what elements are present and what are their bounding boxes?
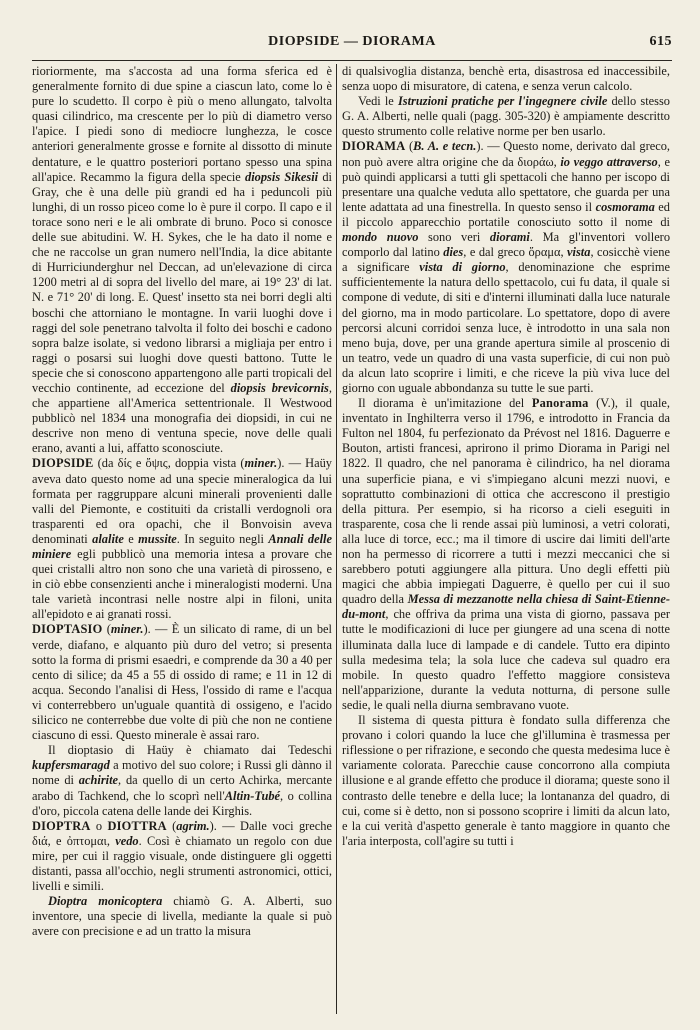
paragraph xyxy=(342,396,670,713)
emphasized-text: Messa di mezzanotte nella chiesa di Saint-Etienne-du-mont xyxy=(342,592,670,622)
text-run: Il sistema di questa pittura è fondato sulla differenza che provano i colori quando la luce che gl'illumina è trasmessa per riflessione o per rifrazione, e secondo che questa medesima luce è variamente colorata. Parecchie cause concorrono alla compiuta illusione e al grande effetto che produce il diorama; queste sono il contrasto delle tenebre e della luce; la lontananza del quadro, di cui, come si è detto, non si possono scoprire i limiti da alcun lato, e la cui verità d'aspetto generale è tanto maggiore in quanto che l'aria interposta, coll'agire su tutti i xyxy=(342,713,670,848)
entry-headword: DIOTTRA xyxy=(107,818,167,833)
paragraph xyxy=(342,64,670,94)
text-run: . Ma gl'inventori vollero comporlo dal latino xyxy=(342,230,671,260)
page-number: 615 xyxy=(649,34,672,49)
header-title: DIOPSIDE — DIORAMA xyxy=(268,34,436,49)
text-run: Vedi le xyxy=(358,94,398,109)
text-run: di Gray, che è una delle più grandi ed ha i peduncoli più lunghi, di un rosso piceo come lo è pure il corpo. Il capo e il torace sono neri e le ali ombrate di bruno. Poco si conosce delle sue abitudini. W. H. Sykes, che le ha dato il nome e che ne raccolse un gran numero nell'India, la dice abitante di Hurriciunderghur nel Deccan, ad un'elevazione di circa 1200 metri al di sopra del livello del mare, ai 19° 23' di lat. N. e 71° 20' di long. E. Quest' insetto sta nei borri degli alti boschi che attorniano le montagne. In varii luoghi dove i raggi del sole penetrano talvolta il folto dei boschi e cadono sopra balze isolate, si vedono librarsi a migliaja per entro i raggi o posarsi sui luoghi dove questi battono. Tutte le specie che si conoscono appartengono alle parti tropicali del vecchio continente, ad eccezione del xyxy=(32,169,332,395)
text-run: a motivo del suo colore; i Russi gli dànno il nome di xyxy=(32,758,332,788)
emphasized-text: mondo nuovo xyxy=(342,230,419,245)
text-run: , che appartiene all'America settentrionale. Il Westwood pubblicò nel 1834 una monografia dei diopsidi, in cui ne descrive non meno di ventuna specie, nove delle quali erano, avanti a lui, affatto sconosciute. xyxy=(32,380,332,456)
text-run: . Così è chiamato un regolo con due mire, per cui il raggio visuale, onde distinguere gli oggetti distanti, passa all'occhio, negli strumenti astronomici, ottici, livelli e simili. xyxy=(32,833,332,894)
column-divider xyxy=(336,64,337,1014)
emphasized-text: diorami xyxy=(489,230,530,245)
paragraph xyxy=(32,622,332,743)
paragraph xyxy=(342,94,670,139)
text-run: , e può quindi applicarsi a tutti gli spettacoli che hanno per iscopo di presentare una qualche veduta allo spettatore, che guarda per una lente adattata ad una finestrella. In questo senso il xyxy=(342,154,670,214)
emphasized-text: B. A. e tecn. xyxy=(413,139,477,154)
text-run: , o collina d'oro, piccola catena delle lande dei Kirghis. xyxy=(32,788,332,818)
running-header xyxy=(32,34,672,56)
text-run: . In seguito negli xyxy=(176,531,269,546)
text-run: ( xyxy=(405,139,414,154)
text-run: ( xyxy=(102,622,111,637)
emphasized-text: vedo xyxy=(115,833,139,848)
emphasized-text: achirite xyxy=(78,773,119,788)
text-run: egli pubblicò una memoria intesa a provare che quei cristalli altro non sono che una varietà di pirosseno, e in ciò ebbe consenzienti anche i mineralogisti moderni. Una tale varietà incontrasi nelle nostre alpi in filoni, unita all'epidoto e ai granati rossi. xyxy=(32,547,332,622)
entry-headword: DIOPTRA xyxy=(32,818,91,833)
emphasized-text: dies xyxy=(443,245,464,260)
emphasized-text: kupfersmaragd xyxy=(32,758,110,773)
paragraph xyxy=(342,139,670,396)
entry-headword: DIOPTASIO xyxy=(32,622,103,637)
entry-headword: DIOPSIDE xyxy=(32,456,94,471)
text-run: Il diorama è un'imitazione del xyxy=(358,396,532,411)
text-run: ed il piccolo apparecchio portatile conosciuto sotto il nome di xyxy=(342,199,670,229)
text-run: dello stesso G. A. Alberti, nelle quali (pagg. 305-320) è ampiamente descritto questo strumento colle relative norme per ben usarlo. xyxy=(342,94,671,139)
text-run: , che offriva da prima una vista di giorno, passava per tutte le modificazioni di luce per giungere ad una scena di notte illuminata dalla luce di lampade e di candele. Tutto era dipinto sulla medesima tela; la sola luce che cadeva sul quadro era mobile. In questo quadro l'effetto maggiore consisteva nell'apparizione, durante la veduta notturna, di persone sulle sedie, le quali nella diurna sembravano vuote. xyxy=(342,607,670,712)
emphasized-text: mussite xyxy=(138,531,177,546)
text-run: ). — Questo nome, derivato dal greco, non può avere altra origine che da διοράω, xyxy=(342,139,670,169)
text-run: ). — Haüy aveva dato questo nome ad una specie mineralogica da lui formata per raggruppare alcuni minerali provenienti dalle valli del Piemonte, e costituiti da cristalli verdognoli ora trasparenti ed ora opachi, che il Bonvoisin aveva denominati xyxy=(32,456,333,546)
paragraph xyxy=(32,64,332,456)
entry-headword: Panorama xyxy=(531,396,589,411)
text-run: , cosicchè viene a significare xyxy=(342,245,671,275)
emphasized-text: diopsis brevicornis xyxy=(230,380,329,395)
emphasized-text: Istruzioni pratiche per l'ingegnere civile xyxy=(397,94,608,109)
paragraph xyxy=(32,743,332,818)
header-rule xyxy=(32,60,672,61)
emphasized-text: cosmorama xyxy=(595,199,655,214)
text-run: ). — Dalle voci greche διά, e ὀπτομαι, xyxy=(32,818,332,848)
text-run: o xyxy=(90,818,108,833)
emphasized-text: Altin-Tubé xyxy=(224,788,281,803)
paragraph xyxy=(342,713,670,849)
emphasized-text: vista di giorno xyxy=(419,260,506,275)
emphasized-text: Dioptra monicoptera xyxy=(48,894,163,909)
text-run: (V.), il quale, inventato in Inghilterra verso il 1796, e introdotto in Francia da Fulton nel 1804, fu perfezionato da Prévost nel 1816. Daguerre e Bouton, artisti francesi, aprirono il primo Diorama in Parigi nel 1822. Il quadro, che nel panorama è cilindrico, ha nel diorama una superficie piana, e vi s'impiegano alcuni mezzi nuovi, e soprattutto combinazioni di ottica che accrescono il prestigio della pittura. Per esempio, si ha ricorso a cieli eseguiti in trasparente, cosa che li rende assai più luminosi, a vetri colorati, alla luce di torce, ecc.; ma il timore di uscire dai limiti dell'arte non ha permesso di ricorrere a tutti i mezzi meccanici che si sarebbero potuti aggiungere alla pittura. Uno degli effetti più magici che abbia impiegati Daguerre, è quello per cui il suo quadro della xyxy=(342,396,670,607)
emphasized-text: Annali delle miniere xyxy=(32,531,332,561)
right-column xyxy=(342,64,670,849)
text-run: ). — È un silicato di rame, di un bel verde, diafano, e alquanto più duro del vetro; si presenta sotto la forma di prismi esaedri, e comprende da 30 a 40 per cento di silice; da 45 a 55 di ossido di rame; e 11 in 12 di acqua. Secondo l'analisi di Hess, l'ossido di rame e l'acqua vi conterrebbero un'uguale quantità di ossigeno, e l'acido silicico ne conterrebbe due volte di più che non ne contiene ciascuno di essi. Questo minerale è assai raro. xyxy=(32,622,332,743)
text-run: Il dioptasio di Haüy è chiamato dai Tedeschi xyxy=(48,743,332,758)
left-column xyxy=(32,64,332,939)
text-run: ( xyxy=(166,818,177,833)
text-run: sono veri xyxy=(418,230,490,245)
emphasized-text: agrim. xyxy=(176,818,210,833)
text-run: , da quello di un certo Achirka, mercante arabo di Tachkend, che lo scoprì nell' xyxy=(32,773,332,803)
emphasized-text: miner. xyxy=(110,622,144,637)
text-run: di qualsivoglia distanza, benchè erta, disastrosa ed inaccessibile, senza uopo di misuratore, di catena, e senza verun calcolo. xyxy=(342,64,670,94)
entry-headword: DIORAMA xyxy=(342,139,406,154)
paragraph xyxy=(32,819,332,894)
emphasized-text: miner. xyxy=(244,456,278,471)
paragraph xyxy=(32,894,332,939)
emphasized-text: io veggo attraverso xyxy=(560,154,658,169)
emphasized-text: vista xyxy=(567,245,591,260)
emphasized-text: diopsis Sikesii xyxy=(245,169,319,184)
text-run: e xyxy=(123,531,139,546)
emphasized-text: alalite xyxy=(92,531,124,546)
text-run: (da δίς e ὄψις, doppia vista ( xyxy=(93,456,245,471)
text-run: , denominazione che esprime sufficientemente la natura dello spettacolo, cui fu data, il quale si compone di vedute, di siti e d'interni illuminati dalla luce naturale del giorno, ma in modo particolare. Lo spettatore, dopo di avere percorsi alcuni corridoi senza luce, è introdotto in una sala non meno buja, dove, per una grande apertura simile al proscenio di un teatro, vede un quadro di una vasta superficie, di cui non può da alcun lato scoprire i limiti, e che riceve la più viva luce del giorno con uguale abbondanza su tutte le sue parti. xyxy=(342,260,670,395)
text-run: chiamò G. A. Alberti, suo inventore, una specie di livella, mediante la quale si può avere con precisione e ad un tratto la misura xyxy=(32,894,332,939)
text-run: , e dal greco ὅραμα, xyxy=(463,245,568,260)
text-run: rioriormente, ma s'accosta ad una forma sferica ed è generalmente fornito di due spine a ciascun lato, come lo è pure lo scudetto. Il corpo è più o meno allungato, talvolta quasi cilindrico, ma crescente per lo più di diametro verso l'apice. I piedi sono di mediocre lunghezza, le cosce anteriori generalmente grosse e fornite al dissotto di minute dentature, e le quattro posteriori portano spesso una spina all'apice. Recammo la figura della specie xyxy=(32,64,332,184)
paragraph xyxy=(32,456,332,622)
